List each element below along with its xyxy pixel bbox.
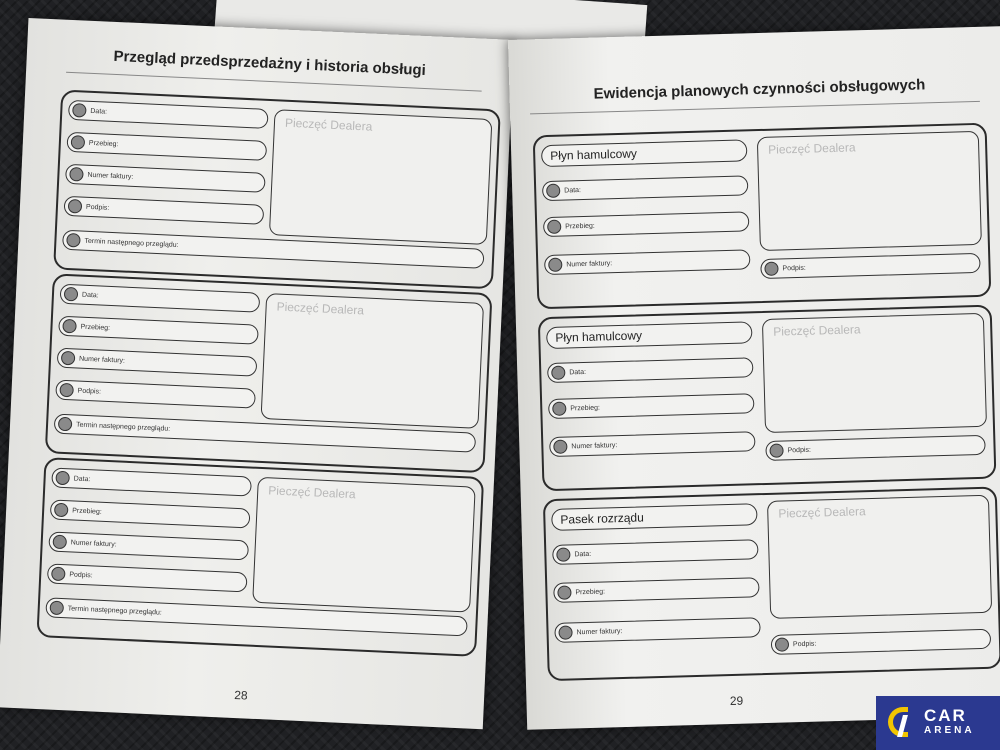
right-page-number: 29 [729, 693, 744, 709]
signature-field[interactable]: Podpis: [760, 253, 980, 279]
circle-icon [558, 625, 572, 639]
signature-field[interactable]: Podpis: [55, 380, 256, 409]
circle-icon [557, 585, 571, 599]
circle-icon [64, 287, 79, 302]
left-page [0, 18, 514, 729]
signature-field[interactable]: Podpis: [64, 196, 265, 225]
circle-icon [72, 103, 87, 118]
circle-icon [62, 319, 77, 334]
circle-icon [546, 184, 560, 198]
date-field[interactable]: Data: [51, 467, 252, 496]
dealer-stamp-box: Pieczęć Dealera [762, 313, 987, 433]
circle-icon [69, 167, 84, 182]
title-rule [530, 101, 980, 115]
car-arena-logo [876, 696, 1000, 750]
signature-field[interactable]: Podpis: [47, 563, 248, 592]
service-item-heading: Płyn hamulcowy [546, 321, 753, 349]
date-field[interactable]: Data: [542, 175, 748, 201]
left-page-number: 28 [233, 687, 248, 703]
circle-icon [59, 383, 74, 398]
circle-icon [775, 637, 789, 651]
logo-mark-icon [888, 707, 916, 739]
mileage-field[interactable]: Przebieg: [548, 393, 754, 419]
circle-icon [551, 366, 565, 380]
date-field[interactable]: Data: [60, 284, 261, 313]
service-block-1 [53, 90, 501, 290]
circle-icon [556, 547, 570, 561]
dealer-stamp-box: Pieczęć Dealera [252, 477, 475, 613]
next-service-field[interactable]: Termin następnego przeglądu: [54, 414, 476, 453]
circle-icon [58, 417, 73, 432]
logo-text-car: CAR [924, 706, 967, 725]
invoice-number-field[interactable]: Numer faktury: [549, 431, 755, 457]
mileage-field[interactable]: Przebieg: [58, 316, 259, 345]
service-block-2 [45, 273, 493, 473]
mileage-field[interactable]: Przebieg: [543, 211, 749, 237]
dealer-stamp-box: Pieczęć Dealera [767, 495, 992, 619]
invoice-number-field[interactable]: Numer faktury: [65, 164, 266, 193]
circle-icon [764, 262, 778, 276]
right-page [508, 26, 1000, 730]
service-block-3 [36, 457, 484, 657]
logo-text-arena: ARENA [924, 725, 975, 736]
circle-icon [49, 601, 64, 616]
circle-icon [55, 471, 70, 486]
circle-icon [71, 135, 86, 150]
circle-icon [769, 443, 783, 457]
circle-icon [548, 258, 562, 272]
circle-icon [61, 351, 76, 366]
mileage-field[interactable]: Przebieg: [50, 499, 251, 528]
signature-field[interactable]: Podpis: [765, 435, 985, 461]
circle-icon [553, 440, 567, 454]
dealer-stamp-box: Pieczęć Dealera [269, 109, 492, 245]
circle-icon [52, 535, 67, 550]
invoice-number-field[interactable]: Numer faktury: [544, 249, 750, 275]
circle-icon [547, 220, 561, 234]
invoice-number-field[interactable]: Numer faktury: [48, 531, 249, 560]
signature-field[interactable]: Podpis: [771, 629, 991, 655]
date-field[interactable]: Data: [547, 357, 753, 383]
date-field[interactable]: Data: [68, 100, 269, 129]
circle-icon [54, 503, 69, 518]
service-block-1 [533, 123, 992, 310]
circle-icon [552, 402, 566, 416]
left-page-title: Przegląd przedsprzedażny i historia obsługi [113, 47, 427, 80]
circle-icon [66, 233, 81, 248]
mileage-field[interactable]: Przebieg: [66, 132, 267, 161]
mileage-field[interactable]: Przebieg: [553, 577, 759, 603]
invoice-number-field[interactable]: Numer faktury: [554, 617, 760, 643]
service-item-heading: Pasek rozrządu [551, 503, 758, 531]
dealer-stamp-box: Pieczęć Dealera [261, 293, 484, 429]
invoice-number-field[interactable]: Numer faktury: [57, 348, 258, 377]
date-field[interactable]: Data: [552, 539, 758, 565]
service-item-heading: Płyn hamulcowy [541, 139, 748, 167]
right-page-title: Ewidencja planowych czynności obsługowych [593, 76, 926, 103]
next-service-field[interactable]: Termin następnego przeglądu: [62, 230, 484, 269]
next-service-field[interactable]: Termin następnego przeglądu: [45, 597, 467, 636]
dealer-stamp-box: Pieczęć Dealera [757, 131, 982, 251]
circle-icon [51, 567, 66, 582]
service-block-3 [543, 487, 1000, 682]
service-block-2 [538, 305, 997, 492]
circle-icon [68, 199, 83, 214]
